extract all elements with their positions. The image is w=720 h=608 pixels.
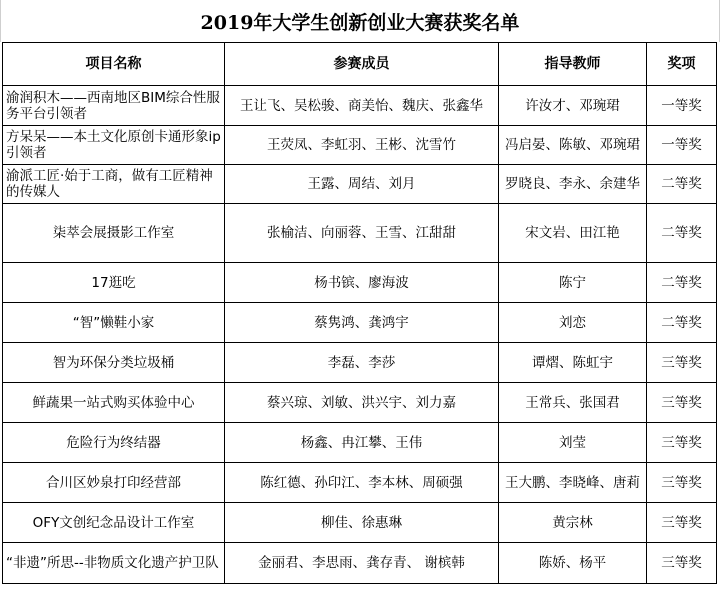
- advisors-cell: 刘恋: [499, 303, 647, 343]
- award-cell: 一等奖: [647, 126, 717, 165]
- award-cell: 三等奖: [647, 423, 717, 463]
- table-row: [3, 543, 717, 584]
- members-cell: 王露、周结、刘月: [225, 165, 499, 204]
- table-row: [3, 503, 717, 543]
- header-advisors: 指导教师: [499, 43, 647, 86]
- advisors-cell: 冯启晏、陈敏、邓琬珺: [499, 126, 647, 165]
- project-cell: 方呆呆——本土文化原创卡通形象ip引领者: [3, 126, 225, 165]
- table-row: [3, 165, 717, 204]
- advisors-cell: 刘莹: [499, 423, 647, 463]
- advisors-cell: 谭熠、陈虹宇: [499, 343, 647, 383]
- advisors-cell: 许汝才、邓琬珺: [499, 86, 647, 126]
- award-cell: 二等奖: [647, 165, 717, 204]
- table-row: [3, 463, 717, 503]
- award-cell: 三等奖: [647, 463, 717, 503]
- table-row: [3, 126, 717, 165]
- project-cell: 智为环保分类垃圾桶: [3, 343, 225, 383]
- table-row: [3, 263, 717, 303]
- header-project: 项目名称: [3, 43, 225, 86]
- award-cell: 三等奖: [647, 383, 717, 423]
- table-row: [3, 204, 717, 263]
- award-table: [2, 42, 717, 584]
- award-cell: 二等奖: [647, 303, 717, 343]
- members-cell: 蔡兴琼、刘敏、洪兴宇、刘力嘉: [225, 383, 499, 423]
- advisors-cell: 王大鹏、李晓峰、唐莉: [499, 463, 647, 503]
- members-cell: 杨鑫、冉江攀、王伟: [225, 423, 499, 463]
- award-cell: 三等奖: [647, 343, 717, 383]
- project-cell: 危险行为终结器: [3, 423, 225, 463]
- header-award: 奖项: [647, 43, 717, 86]
- award-cell: 二等奖: [647, 204, 717, 263]
- members-cell: 金丽君、李思雨、龚存青、 谢槟韩: [225, 543, 499, 584]
- project-cell: 渝派工匠·始于工商，做有工匠精神的传媒人: [3, 165, 225, 204]
- advisors-cell: 王常兵、张国君: [499, 383, 647, 423]
- project-cell: “智”懒鞋小家: [3, 303, 225, 343]
- table-row: [3, 303, 717, 343]
- project-cell: 合川区妙泉打印经营部: [3, 463, 225, 503]
- project-cell: “非遗”所思--非物质文化遗产护卫队: [3, 543, 225, 584]
- project-cell: 17逛吃: [3, 263, 225, 303]
- sheet-title: 2019年大学生创新创业大赛获奖名单: [0, 0, 720, 42]
- members-cell: 张榆洁、向丽蓉、王雪、江甜甜: [225, 204, 499, 263]
- table-row: [3, 86, 717, 126]
- members-cell: 柳佳、徐惠琳: [225, 503, 499, 543]
- members-cell: 陈红德、孙印江、李本林、周硕强: [225, 463, 499, 503]
- project-cell: 鲜蔬果一站式购买体验中心: [3, 383, 225, 423]
- advisors-cell: 陈宁: [499, 263, 647, 303]
- members-cell: 杨书镔、廖海波: [225, 263, 499, 303]
- award-cell: 三等奖: [647, 543, 717, 584]
- project-cell: OFY文创纪念品设计工作室: [3, 503, 225, 543]
- advisors-cell: 陈娇、杨平: [499, 543, 647, 584]
- advisors-cell: 罗晓良、李永、余建华: [499, 165, 647, 204]
- header-members: 参赛成员: [225, 43, 499, 86]
- members-cell: 王让飞、吴松骏、商美怡、魏庆、张鑫华: [225, 86, 499, 126]
- table-row: [3, 343, 717, 383]
- award-cell: 一等奖: [647, 86, 717, 126]
- table-row: [3, 423, 717, 463]
- members-cell: 王荧凤、李虹羽、王彬、沈雪竹: [225, 126, 499, 165]
- award-cell: 三等奖: [647, 503, 717, 543]
- project-cell: 柒萃会展摄影工作室: [3, 204, 225, 263]
- table-row: [3, 383, 717, 423]
- award-cell: 二等奖: [647, 263, 717, 303]
- advisors-cell: 宋文岩、田江艳: [499, 204, 647, 263]
- advisors-cell: 黄宗林: [499, 503, 647, 543]
- members-cell: 蔡隽鸿、龚鸿宇: [225, 303, 499, 343]
- header-row: [3, 43, 717, 86]
- project-cell: 渝润积木——西南地区BIM综合性服务平台引领者: [3, 86, 225, 126]
- members-cell: 李磊、李莎: [225, 343, 499, 383]
